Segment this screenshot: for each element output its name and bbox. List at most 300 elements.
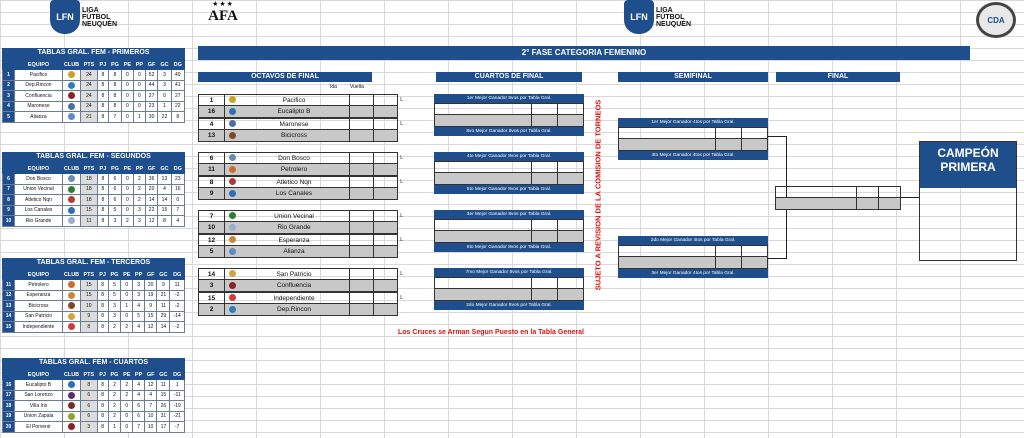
stat-cell: 15 [81,280,98,291]
stat-cell: 10 [145,422,157,433]
club-crest-icon [68,381,75,388]
table-row [3,311,185,322]
match-row [198,176,403,188]
club-crest-icon [68,313,75,320]
stat-cell: -7 [170,422,185,433]
column-header: PP [133,164,145,174]
standings-table [2,163,185,227]
team-name-cell: Dep.Rincon [15,80,63,91]
club-crest-icon [68,92,75,99]
seed-number: 5 [199,246,225,257]
stat-cell: 21 [157,290,170,301]
score-ida [349,153,373,163]
stat-cell: 14 [157,322,170,333]
stat-cell: 0 [133,101,145,112]
score-vuelta [373,222,397,233]
stat-cell: 6 [133,411,145,422]
score-vuelta [373,106,397,117]
team-name: Eucalipto B [277,108,311,115]
standings-table [2,269,185,333]
seed-number: 15 [199,293,225,303]
stat-cell: 4 [133,380,145,391]
table-row [3,70,185,81]
stat-cell: 3 [133,205,145,216]
stat-cell: -2 [170,322,185,333]
team-name: Rio Grande [277,224,311,231]
stat-cell: 15 [81,290,98,301]
stat-cell: 8 [97,195,108,206]
table-row [3,184,185,195]
stat-cell: 3 [133,290,145,301]
stat-cell: 14 [145,195,157,206]
team-name: Alianza [283,248,305,255]
stat-cell: 10 [145,411,157,422]
score-ida [349,177,373,187]
team-name-cell: Los Canales [15,205,63,216]
league-logo [50,0,117,34]
stat-cell: 0 [121,112,133,123]
match-row [198,164,398,176]
column-header: EQUIPO [15,60,63,70]
stat-cell: 18 [81,174,98,185]
standings-title: TABLAS GRAL. FEM - CUARTOS [2,358,185,369]
stat-cell: 0 [158,91,171,102]
stat-cell: 2 [108,380,121,391]
match-row [434,161,584,173]
score-vuelta [373,164,397,175]
match-row [434,231,584,243]
seed-number: 9 [199,188,225,199]
bracket-line [768,136,786,137]
column-header: GC [157,270,170,280]
column-header: PTS [81,164,98,174]
score-ida [349,280,373,291]
standings-table [2,59,185,123]
club-crest-icon [229,270,236,277]
qualifier-label: 6to Mejor Ganador 8vos por Tabla Gral. [434,243,584,252]
local-marker: L [400,295,403,301]
team-name: San Patricio [276,270,312,278]
match-row [198,246,398,258]
stat-cell: -11 [170,390,185,401]
club-crest-icon [68,281,75,288]
position-cell: 12 [3,290,15,301]
semifinal-match [618,236,768,278]
stat-cell: 8 [97,112,108,123]
column-header: EQUIPO [15,370,63,380]
score-vuelta [373,235,397,245]
stat-cell: 6 [133,401,145,412]
stat-cell: 0 [121,80,133,91]
team-name-cell: Union Vecinal [15,184,63,195]
column-header: GF [145,164,157,174]
stat-cell: 3 [108,301,121,312]
cuartos-title: CUARTOS DE FINAL [436,72,582,82]
seed-number: 14 [199,269,225,279]
seed-number: 8 [199,177,225,187]
final-box [775,186,901,210]
stat-cell: 3 [133,280,145,291]
cuartos-match [434,268,584,310]
club-crest-icon [229,294,236,301]
stat-cell: 8 [97,70,108,81]
match-row [618,245,768,257]
stat-cell: 0 [121,401,133,412]
column-header: DG [170,370,185,380]
match-row [198,118,403,130]
match-row [198,222,398,234]
stat-cell: 3 [108,311,121,322]
stat-cell: 10 [81,301,98,312]
stat-cell: 8 [97,80,108,91]
club-crest-icon [229,108,236,115]
club-crest-icon [229,120,236,127]
stat-cell: 1 [121,301,133,312]
column-header: PE [121,60,133,70]
stat-cell: 0 [121,174,133,185]
stat-cell: 1 [108,422,121,433]
stat-cell: 2 [108,390,121,401]
stat-cell: 0 [121,101,133,112]
club-crest-cell [63,184,81,195]
team-name-cell: Bicicross [15,301,63,312]
column-header: GF [145,60,157,70]
team-name: Pacifico [282,96,306,104]
stat-cell: 24 [81,80,98,91]
match-row [434,173,584,185]
column-header: PJ [97,270,108,280]
seed-number: 4 [199,119,225,129]
team-name-cell: Union Zapala [15,411,63,422]
octavos-group [198,268,403,316]
score-vuelta [373,177,397,187]
team-name: Independiente [273,294,315,302]
position-cell: 9 [3,205,15,216]
stat-cell: 52 [145,70,157,81]
position-cell: 14 [3,311,15,322]
club-crest-cell [63,70,81,81]
match-row [434,219,584,231]
qualifier-label: 7mo Mejor Ganador 8vos por Tabla Gral. [434,268,584,277]
position-cell: 5 [3,112,15,123]
score-ida [349,164,373,175]
octavos-group [198,210,403,258]
club-crest-icon [229,224,236,231]
club-crest-cell [63,422,81,433]
stat-cell: 0 [121,205,133,216]
table-row [3,322,185,333]
column-header: GC [158,60,171,70]
stat-cell: -2 [170,290,185,301]
stat-cell: 8 [97,422,108,433]
team-name: Esperanza [278,236,310,244]
club-crest-icon [68,186,75,193]
score-ida [349,106,373,117]
stat-cell: 27 [171,91,184,102]
table-row [3,195,185,206]
stat-cell: 15 [158,205,171,216]
stat-cell: 1 [170,380,185,391]
stat-cell: 0 [121,195,133,206]
stat-cell: 0 [171,195,184,206]
column-header: GF [145,370,157,380]
table-row [3,290,185,301]
table-row [3,91,185,102]
match-row [198,234,403,246]
column-header: EQUIPO [15,164,63,174]
score-vuelta [373,211,397,221]
column-header: PJ [97,164,108,174]
stat-cell: 2 [108,411,121,422]
seed-number: 6 [199,153,225,163]
position-cell: 16 [3,380,15,391]
local-marker: L [400,237,403,243]
team-name: Maronese [279,120,309,128]
stat-cell: 23 [145,101,157,112]
club-crest-icon [68,103,75,110]
club-crest-icon [68,402,75,409]
team-name-cell: Pacifico [15,70,63,81]
position-cell: 10 [3,216,15,227]
stat-cell: 11 [157,380,170,391]
stat-cell: 22 [158,112,171,123]
stat-cell: 4 [171,216,184,227]
club-crest-icon [229,212,236,219]
club-crest-cell [63,401,81,412]
stat-cell: 15 [157,390,170,401]
stat-cell: 8 [97,184,108,195]
local-marker: L [400,121,403,127]
stat-cell: 20 [145,184,157,195]
score-ida [349,246,373,257]
stat-cell: 2 [133,184,145,195]
league-name: LIGA FÚTBOL NEUQUÉN [82,6,118,28]
stat-cell: 5 [133,311,145,322]
club-crest-cell [63,91,81,102]
stat-cell: 7 [108,112,121,123]
team-name-cell: Maronese [15,101,63,112]
column-header: PJ [97,60,108,70]
stat-cell: 6 [81,390,98,401]
match-row [618,257,768,269]
seed-number: 12 [199,235,225,245]
match-row [434,289,584,301]
club-crest-icon [68,71,75,78]
stat-cell: 8 [97,401,108,412]
column-header: EQUIPO [15,270,63,280]
stat-cell: 5 [108,290,121,301]
team-name-cell: Rio Grande [15,216,63,227]
match-row [198,268,403,280]
octavos-title: OCTAVOS DE FINAL [198,72,372,82]
club-crest-icon [229,306,236,313]
score-ida [349,95,373,105]
stat-cell: 8 [97,216,108,227]
stat-cell: 18 [81,184,98,195]
club-crest-icon [68,175,75,182]
position-cell: 15 [3,322,15,333]
stat-cell: 8 [97,380,108,391]
stat-cell: 3 [158,70,171,81]
stat-cell: 0 [133,80,145,91]
standings-title: TABLAS GRAL. FEM - SEGUNDOS [2,152,185,163]
qualifier-label: 8vo Mejor Ganador 8vos por Tabla Gral. [434,127,584,136]
stat-cell: 24 [81,101,98,112]
score-ida [349,304,373,315]
score-ida [349,235,373,245]
stat-cell: 13 [158,174,171,185]
column-header: DG [171,164,184,174]
qualifier-label: 1er Mejor Ganador 4tos por Tabla Gral. [618,118,768,127]
table-row [3,380,185,391]
table-row [3,401,185,412]
qualifier-label: 2do Mejor Ganador 4tos por Tabla Gral. [618,236,768,245]
team-name-cell: Atletico Nqn [15,195,63,206]
stat-cell: 3 [158,80,171,91]
stat-cell: 27 [145,91,157,102]
stat-cell: 2 [121,390,133,401]
table-row [3,280,185,291]
stat-cell: 8 [97,311,108,322]
table-row [3,80,185,91]
champion-box [919,141,1017,261]
stat-cell: 26 [157,401,170,412]
club-crest-cell [63,174,81,185]
team-name-cell: Independiente [15,322,63,333]
stat-cell: 12 [145,322,157,333]
score-vuelta [373,246,397,257]
stat-cell: 0 [121,184,133,195]
footer-note: Los Cruces se Arman Segun Puesto en la Tabla General [398,329,584,336]
stat-cell: 11 [81,216,98,227]
stat-cell: 2 [121,216,133,227]
qualifier-label: 4to Mejor Ganador 8vos por Tabla Gral. [434,152,584,161]
stat-cell: 0 [121,70,133,81]
club-crest-icon [68,413,75,420]
semifinal-title: SEMIFINAL [618,72,768,82]
stat-cell: 0 [133,91,145,102]
stat-cell: 7 [145,401,157,412]
stat-cell: 3 [81,422,98,433]
qualifier-label: 4to Mejor Ganador 4tos por Tabla Gral. [618,151,768,160]
table-row [3,411,185,422]
stat-cell: 2 [133,174,145,185]
column-header: PG [108,370,121,380]
seed-number: 11 [199,164,225,175]
table-row [3,390,185,401]
match-row [618,139,768,151]
match-row [198,152,403,164]
column-header: PE [121,164,133,174]
local-marker: L [400,97,403,103]
stat-cell: 0 [121,280,133,291]
score-vuelta [373,130,397,141]
match-row [198,280,398,292]
score-ida [349,130,373,141]
club-crest-cell [63,390,81,401]
club-crest-icon [229,236,236,243]
club-crest-cell [63,112,81,123]
stat-cell: 8 [108,101,121,112]
stat-cell: 8 [97,91,108,102]
stat-cell: 30 [145,112,157,123]
stat-cell: 49 [171,70,184,81]
team-name-cell: Don Bosco [15,174,63,185]
stat-cell: 8 [97,322,108,333]
champion-subtitle: PRIMERA [940,160,996,174]
team-name: Union Vecinal [274,212,314,220]
phase-title: 2° FASE CATEGORIA FEMENINO [198,46,970,60]
column-header: CLUB [63,61,80,68]
stat-cell: 8 [171,112,184,123]
column-header: DG [171,60,184,70]
team-name-cell: Petrolero [15,280,63,291]
stat-cell: 29 [157,311,170,322]
stat-cell: 8 [158,216,171,227]
stat-cell: 22 [171,101,184,112]
club-crest-icon [68,113,75,120]
team-name: Atletico Nqn [276,178,312,186]
position-cell: 13 [3,301,15,312]
stat-cell: 4 [145,390,157,401]
position-cell: 8 [3,195,15,206]
table-row [3,101,185,112]
club-crest-icon [229,132,236,139]
stat-cell: 6 [108,195,121,206]
club-crest-icon [68,217,75,224]
position-cell: 11 [3,280,15,291]
table-row [3,112,185,123]
match-row [434,115,584,127]
column-header: PE [121,270,133,280]
champion-title: CAMPEÓN [937,146,999,160]
seed-number: 13 [199,130,225,141]
octavos-group [198,152,403,200]
club-crest-cell [63,290,81,301]
club-crest-cell [63,216,81,227]
stat-cell: -2 [170,301,185,312]
match-row [618,127,768,139]
seed-number: 7 [199,211,225,221]
column-header: PJ [97,370,108,380]
stat-cell: 0 [121,91,133,102]
team-name: Don Bosco [278,154,310,162]
club-crest-cell [63,280,81,291]
stat-cell: 8 [108,80,121,91]
stat-cell: 8 [97,301,108,312]
stat-cell: 9 [145,301,157,312]
club-crest-cell [63,380,81,391]
stars-icon: ★★★ [212,1,234,8]
stat-cell: 8 [97,101,108,112]
standings-table [2,369,185,433]
position-cell: 6 [3,174,15,185]
score-vuelta [373,119,397,129]
local-marker: L [400,271,403,277]
column-header: PP [133,370,145,380]
stat-cell: 4 [133,322,145,333]
stat-cell: -21 [170,411,185,422]
stat-cell: 23 [171,174,184,185]
column-header: PTS [81,270,98,280]
club-crest-cell [63,311,81,322]
stat-cell: 8 [97,280,108,291]
club-crest-icon [229,282,236,289]
stat-cell: 22 [145,205,157,216]
semifinal-match [618,118,768,160]
stat-cell: 5 [108,280,121,291]
column-header: PP [133,60,145,70]
